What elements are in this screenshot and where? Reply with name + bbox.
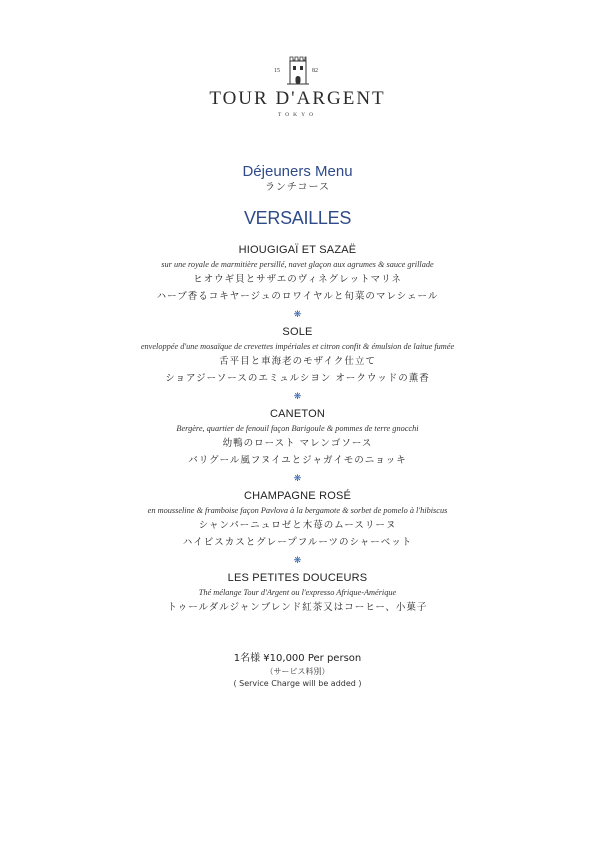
menu-subtitle: ランチコース [264, 182, 331, 193]
dish-description-jp: ヒオウギ貝とサザエのヴィネグレットマリネ [193, 274, 402, 285]
dish-description-fr: Thé mélange Tour d'Argent ou l'expresso Afrique-Amérique [198, 588, 397, 597]
dish-description-jp: 舌平目と車海老のモザイク仕立て [219, 356, 376, 367]
dish-item [0, 243, 595, 305]
dish-description-jp: ハーブ香るコキヤージュのロワイヤルと旬菜のマレシェール [156, 291, 439, 302]
year-left: 15 [273, 68, 280, 74]
snowflake-icon: ❋ [293, 310, 302, 320]
price-block [0, 652, 595, 690]
dish-name: CHAMPAGNE ROSÉ [243, 490, 352, 502]
service-charge-en: ( Service Charge will be added ) [233, 679, 362, 688]
dish-description-jp: トゥールダルジャンブレンド紅茶又はコーヒー、小菓子 [167, 602, 428, 613]
dish-list [0, 243, 595, 616]
snowflake-icon: ❋ [293, 392, 302, 402]
dish-description-jp: シャンパーニュロゼと木苺のムースリーヌ [198, 520, 397, 531]
dish-name: LES PETITES DOUCEURS [227, 572, 368, 584]
dish-description-fr: sur une royale de marmitière persillé, navet glaçon aux agrumes & sauce grillade [161, 260, 434, 269]
snowflake-icon: ❋ [293, 474, 302, 484]
price-per-person: 1名様 ¥10,000 Per person [233, 653, 362, 664]
dish-name: HIOUGIGAÏ ET SAZAË [238, 244, 357, 256]
dish-name: CANETON [270, 408, 325, 420]
snowflake-icon: ❋ [293, 556, 302, 566]
menu-title: Déjeuners Menu [242, 163, 353, 180]
menu-content [0, 163, 595, 690]
dish-item [0, 489, 595, 551]
year-right: 82 [311, 68, 318, 74]
dish-description-jp: 幼鴨のロースト マレンゴソース [222, 438, 373, 449]
dish-description-jp: ハイビスカスとグレープフルーツのシャーベット [182, 537, 413, 548]
dish-description-jp: バリグール風フヌイユとジャガイモのニョッキ [188, 455, 407, 466]
dish-description-fr: enveloppée d'une mosaïque de crevettes impériales et citron confit & émulsion de laitue fumée [140, 342, 455, 351]
service-charge-jp: （サービス料別） [265, 667, 330, 676]
dish-description-fr: en mousseline & framboise façon Pavlova à la bergamote & sorbet de pomelo à l'hibiscus [147, 506, 448, 515]
dish-item [0, 325, 595, 387]
dish-description-jp: ショアジーソースのエミュルシヨン オークウッドの薫香 [165, 373, 430, 384]
dish-name: SOLE [282, 326, 313, 338]
dish-item [0, 571, 595, 616]
dish-description-fr: Bergère, quartier de fenouil façon Barigoule & pommes de terre gnocchi [176, 424, 419, 433]
logo [0, 52, 595, 118]
dish-item [0, 407, 595, 469]
brand-city: TOKYO [277, 112, 318, 118]
castle-tower-icon [268, 52, 328, 86]
course-name: VERSAILLES [243, 208, 352, 228]
brand-name: TOUR D'ARGENT [209, 88, 386, 109]
